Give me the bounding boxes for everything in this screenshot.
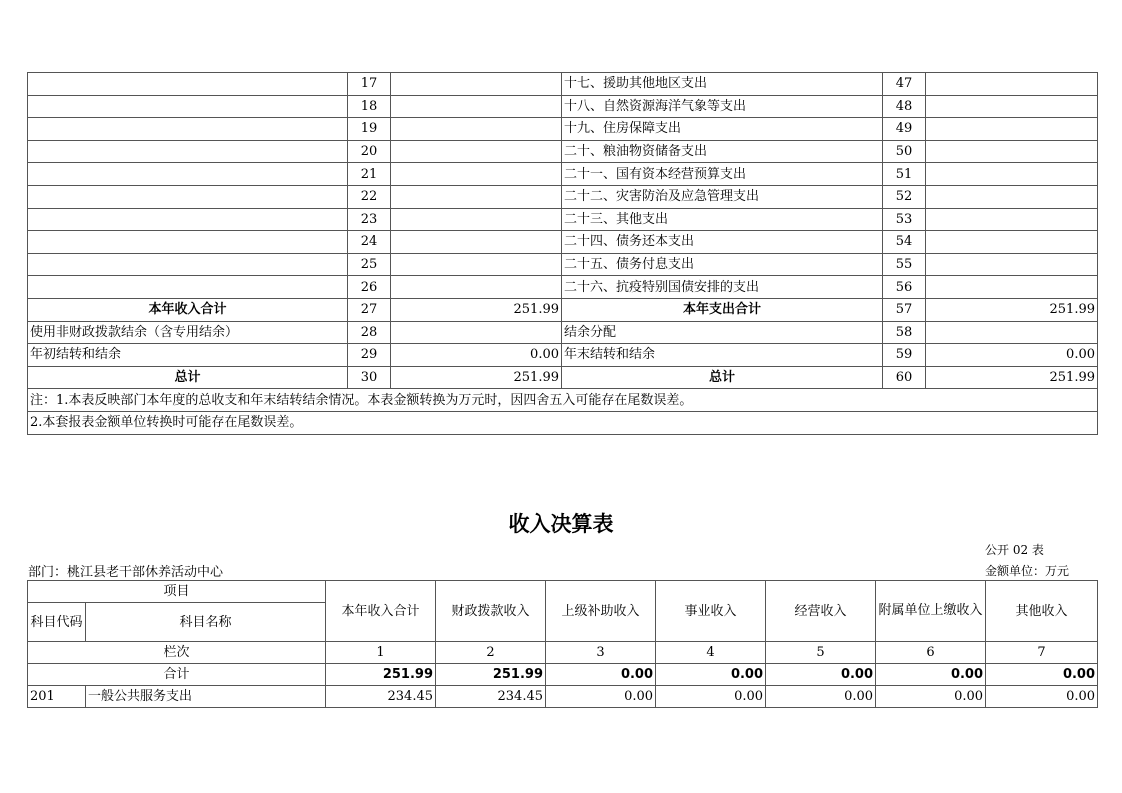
cell-num: 28 [348, 321, 391, 344]
cell-num2: 55 [883, 253, 926, 276]
cell-item: 二十四、债务还本支出 [562, 231, 883, 254]
form-number: 公开 02 表 [985, 543, 1044, 557]
lanci-num: 5 [766, 642, 876, 664]
cell-left [28, 163, 348, 186]
header-col4: 事业收入 [656, 581, 766, 642]
cell-val: 251.99 [391, 366, 562, 389]
cell-val2: 0.00 [926, 344, 1098, 367]
cell-val2 [926, 95, 1098, 118]
cell-num2: 53 [883, 208, 926, 231]
cell-item: 二十二、灾害防治及应急管理支出 [562, 185, 883, 208]
cell-left [28, 118, 348, 141]
cell-item: 本年支出合计 [562, 298, 883, 321]
note-line-1: 注：1.本表反映部门本年度的总收支和年末结转结余情况。本表金额转换为万元时，因四舍五入可能存在尾数误差。 [28, 389, 1098, 412]
table-row [28, 140, 1098, 163]
table-row [28, 344, 1098, 367]
row-value: 0.00 [986, 686, 1098, 708]
cell-val2: 251.99 [926, 298, 1098, 321]
cell-num2: 52 [883, 185, 926, 208]
cell-val: 0.00 [391, 344, 562, 367]
table-row [28, 208, 1098, 231]
lanci-num: 1 [326, 642, 436, 664]
cell-num2: 54 [883, 231, 926, 254]
cell-item: 十八、自然资源海洋气象等支出 [562, 95, 883, 118]
lanci-label: 栏次 [28, 642, 326, 664]
cell-left [28, 140, 348, 163]
cell-val [391, 163, 562, 186]
cell-num2: 59 [883, 344, 926, 367]
cell-item: 十七、援助其他地区支出 [562, 73, 883, 96]
subject-code: 201 [28, 686, 86, 708]
cell-val2 [926, 140, 1098, 163]
cell-val2 [926, 185, 1098, 208]
row-value: 234.45 [436, 686, 546, 708]
cell-val2 [926, 163, 1098, 186]
cell-num: 17 [348, 73, 391, 96]
cell-num: 23 [348, 208, 391, 231]
header-project: 项目 [28, 581, 326, 603]
cell-left: 总计 [28, 366, 348, 389]
table-row [28, 276, 1098, 299]
cell-item: 二十、粮油物资储备支出 [562, 140, 883, 163]
income-total-row [28, 298, 1098, 321]
header-col3: 上级补助收入 [546, 581, 656, 642]
cell-left [28, 208, 348, 231]
table-row [28, 118, 1098, 141]
cell-num: 19 [348, 118, 391, 141]
cell-item: 年末结转和结余 [562, 344, 883, 367]
cell-num2: 48 [883, 95, 926, 118]
cell-item: 二十五、债务付息支出 [562, 253, 883, 276]
total-value: 251.99 [436, 664, 546, 686]
cell-num2: 57 [883, 298, 926, 321]
cell-left: 使用非财政拨款结余（含专用结余） [28, 321, 348, 344]
cell-val: 251.99 [391, 298, 562, 321]
cell-left [28, 276, 348, 299]
cell-item: 二十六、抗疫特别国债安排的支出 [562, 276, 883, 299]
cell-num: 26 [348, 276, 391, 299]
cell-val [391, 208, 562, 231]
table-row [28, 231, 1098, 254]
cell-val2 [926, 253, 1098, 276]
cell-num: 29 [348, 344, 391, 367]
cell-val [391, 321, 562, 344]
cell-left [28, 185, 348, 208]
header-col7: 其他收入 [986, 581, 1098, 642]
cell-left [28, 253, 348, 276]
lanci-num: 7 [986, 642, 1098, 664]
subject-name: 一般公共服务支出 [86, 686, 326, 708]
unit-label: 金额单位：万元 [985, 564, 1070, 578]
table-row [28, 185, 1098, 208]
cell-left [28, 73, 348, 96]
header-col6: 附属单位上缴收入 [876, 581, 986, 642]
cell-num: 30 [348, 366, 391, 389]
page-title: 收入决算表 [508, 512, 614, 536]
header-col5: 经营收入 [766, 581, 876, 642]
total-value: 0.00 [986, 664, 1098, 686]
table-row [28, 95, 1098, 118]
cell-num: 25 [348, 253, 391, 276]
cell-item: 总计 [562, 366, 883, 389]
cell-num: 27 [348, 298, 391, 321]
cell-left [28, 95, 348, 118]
table-row [28, 253, 1098, 276]
note-row [28, 411, 1098, 434]
cell-val2 [926, 118, 1098, 141]
cell-val2: 251.99 [926, 366, 1098, 389]
lanci-num: 2 [436, 642, 546, 664]
cell-num2: 49 [883, 118, 926, 141]
cell-val2 [926, 231, 1098, 254]
grand-total-row [28, 366, 1098, 389]
cell-val [391, 185, 562, 208]
header-col1: 本年收入合计 [326, 581, 436, 642]
table-row [28, 321, 1098, 344]
total-value: 0.00 [546, 664, 656, 686]
cell-val [391, 118, 562, 141]
cell-num: 21 [348, 163, 391, 186]
total-value: 251.99 [326, 664, 436, 686]
note-row [28, 389, 1098, 412]
cell-val [391, 253, 562, 276]
summary-table [27, 72, 1098, 435]
header-subject-name: 科目名称 [86, 603, 326, 642]
cell-val [391, 140, 562, 163]
cell-val [391, 73, 562, 96]
row-value: 0.00 [656, 686, 766, 708]
cell-num2: 56 [883, 276, 926, 299]
cell-val2 [926, 208, 1098, 231]
note-line-2: 2.本套报表金额单位转换时可能存在尾数误差。 [28, 411, 1098, 434]
table-row [28, 686, 1098, 708]
row-value: 0.00 [546, 686, 656, 708]
total-label: 合计 [28, 664, 326, 686]
cell-item: 结余分配 [562, 321, 883, 344]
row-value: 0.00 [766, 686, 876, 708]
cell-val [391, 231, 562, 254]
cell-item: 二十三、其他支出 [562, 208, 883, 231]
cell-item: 二十一、国有资本经营预算支出 [562, 163, 883, 186]
total-value: 0.00 [766, 664, 876, 686]
header-col2: 财政拨款收入 [436, 581, 546, 642]
cell-num: 18 [348, 95, 391, 118]
cell-left [28, 231, 348, 254]
cell-num2: 50 [883, 140, 926, 163]
cell-left: 本年收入合计 [28, 298, 348, 321]
cell-num: 24 [348, 231, 391, 254]
cell-num2: 47 [883, 73, 926, 96]
cell-left: 年初结转和结余 [28, 344, 348, 367]
lanci-num: 6 [876, 642, 986, 664]
table-row [28, 163, 1098, 186]
cell-val [391, 276, 562, 299]
cell-num: 22 [348, 185, 391, 208]
income-table [27, 580, 1098, 708]
row-value: 234.45 [326, 686, 436, 708]
total-value: 0.00 [876, 664, 986, 686]
cell-num2: 60 [883, 366, 926, 389]
cell-val2 [926, 276, 1098, 299]
table-row [28, 73, 1098, 96]
cell-val2 [926, 321, 1098, 344]
department-label: 部门：桃江县老干部休养活动中心 [28, 565, 224, 580]
lanci-num: 3 [546, 642, 656, 664]
total-value: 0.00 [656, 664, 766, 686]
cell-num2: 51 [883, 163, 926, 186]
cell-val2 [926, 73, 1098, 96]
cell-num2: 58 [883, 321, 926, 344]
row-value: 0.00 [876, 686, 986, 708]
cell-val [391, 95, 562, 118]
cell-num: 20 [348, 140, 391, 163]
cell-item: 十九、住房保障支出 [562, 118, 883, 141]
header-subject-code: 科目代码 [28, 603, 86, 642]
lanci-num: 4 [656, 642, 766, 664]
